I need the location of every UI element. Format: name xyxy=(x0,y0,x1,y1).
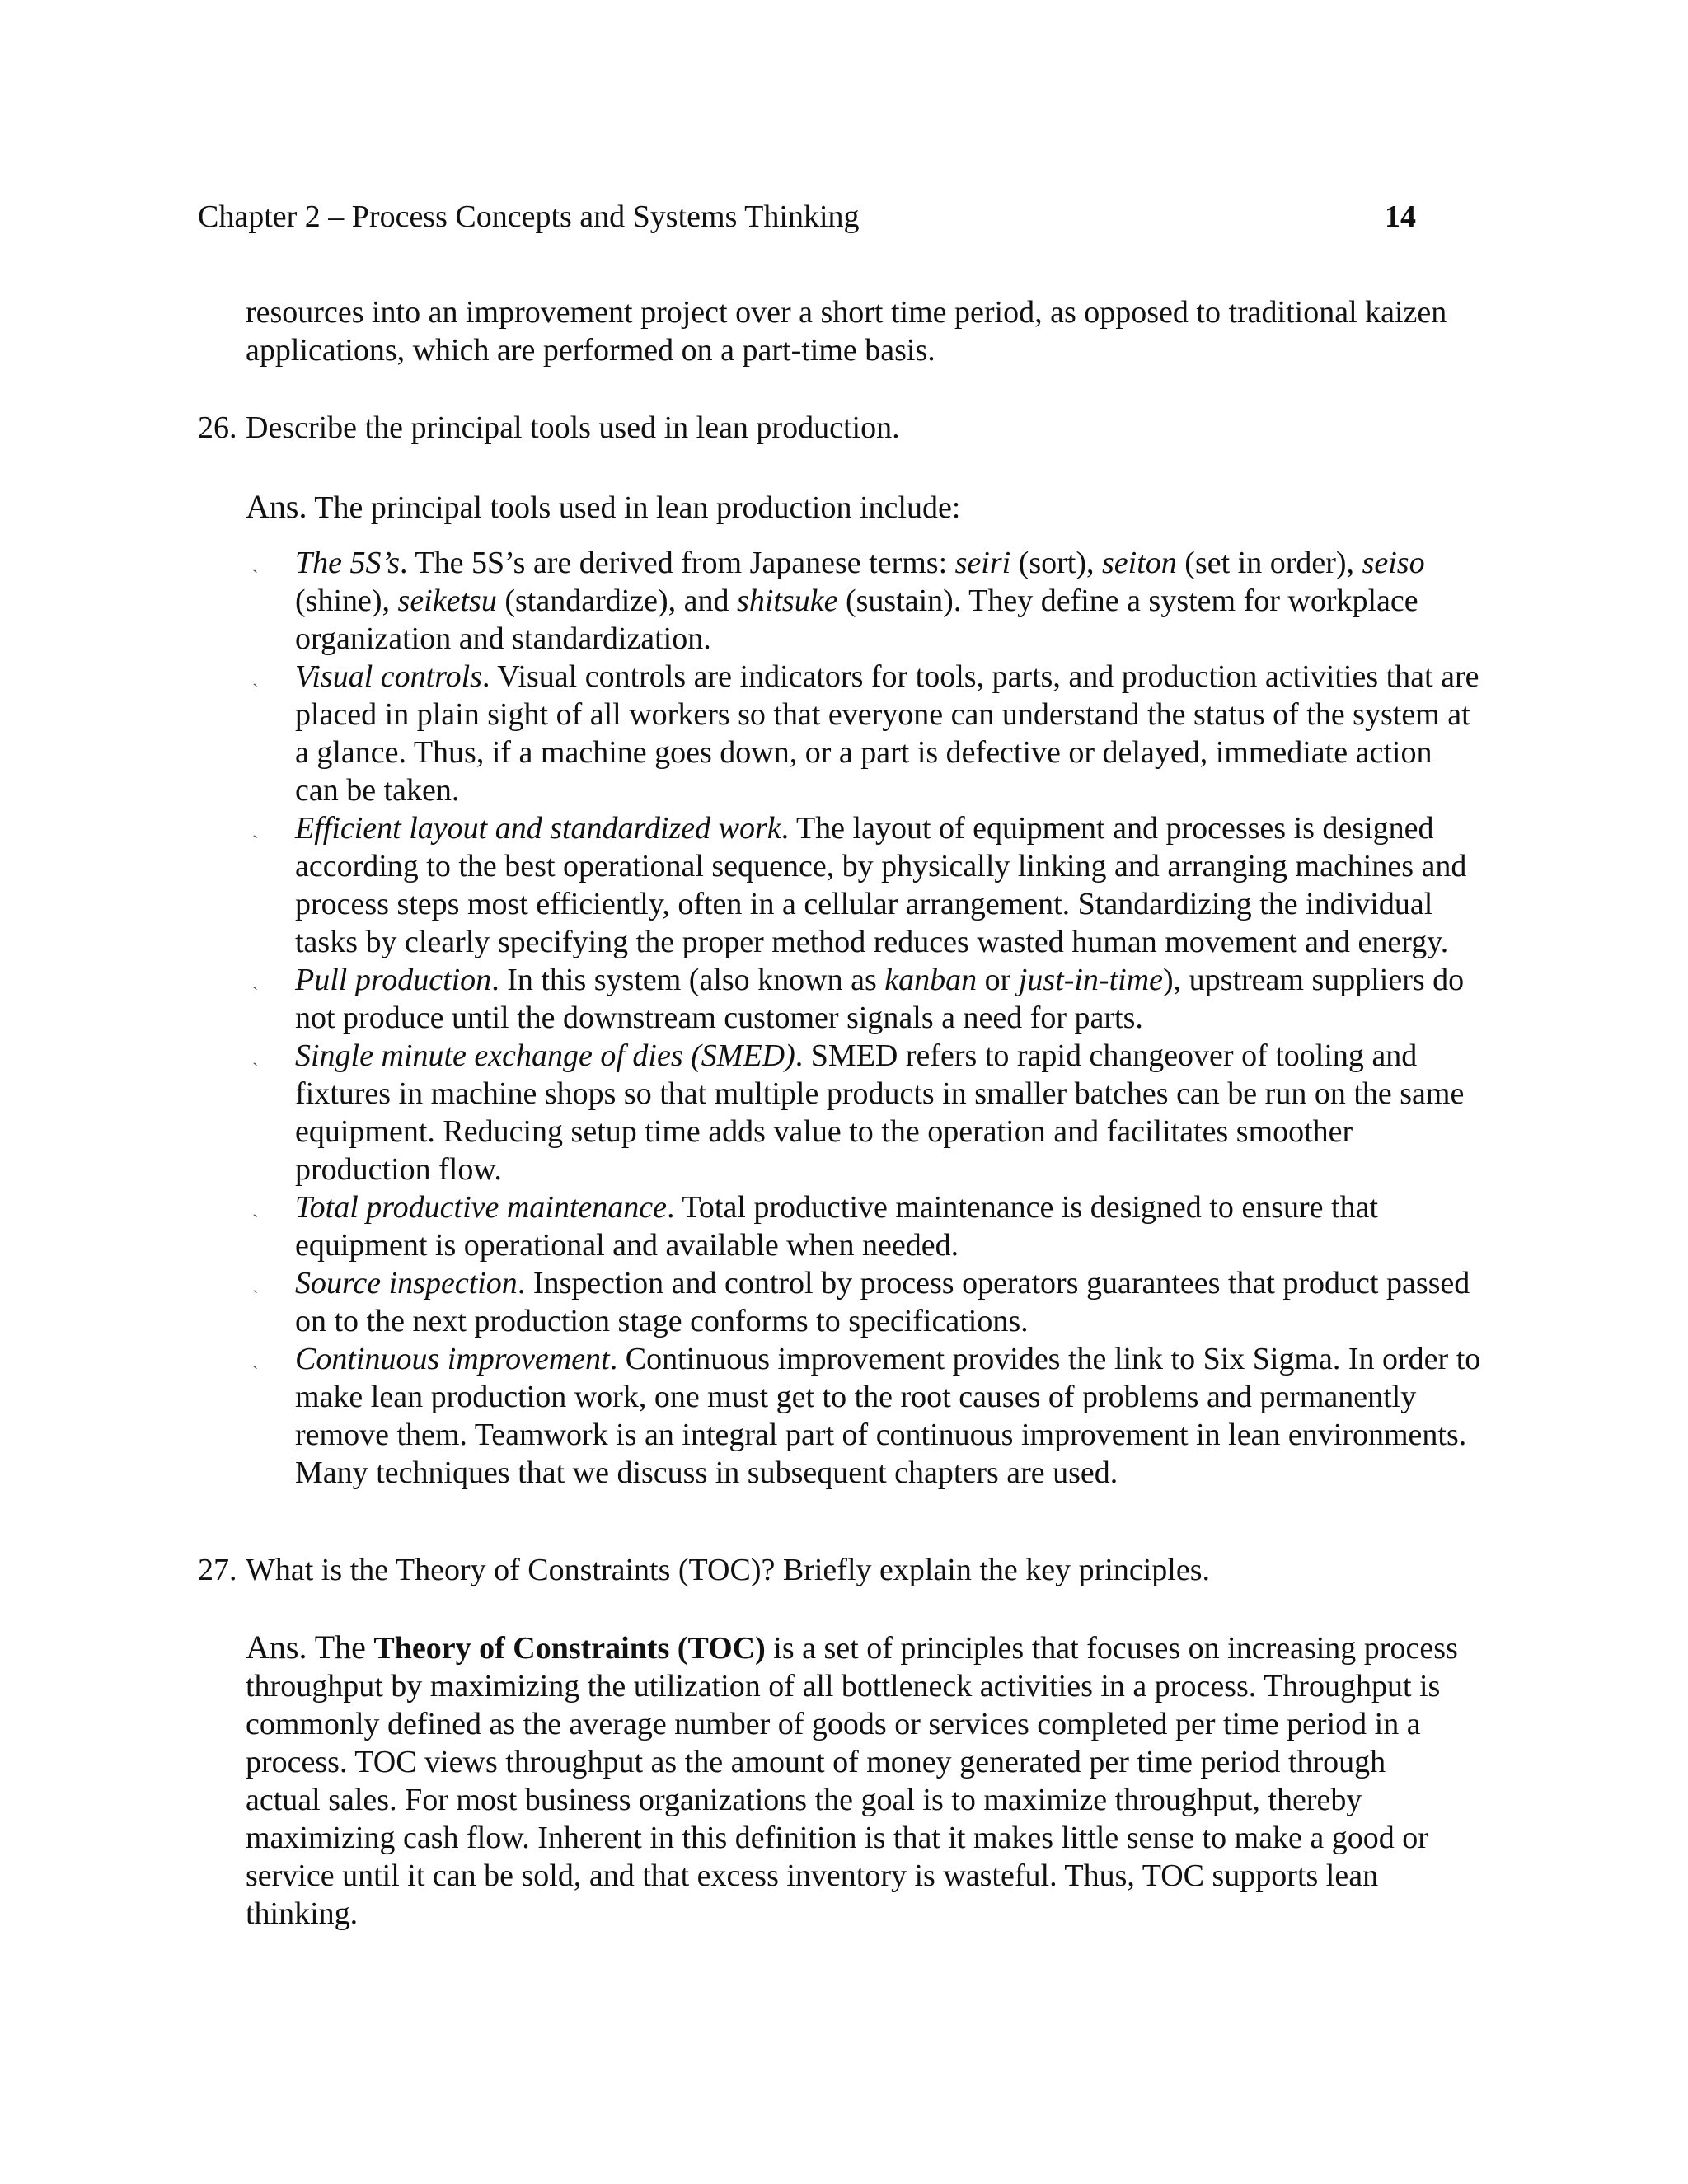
page-number: 14 xyxy=(1385,199,1416,234)
question-number: 27. xyxy=(198,1553,237,1587)
question-27 xyxy=(198,1551,1467,1589)
bullet-text: or xyxy=(977,963,1019,997)
chapter-title: Chapter 2 – Process Concepts and Systems Thinking xyxy=(198,199,860,234)
bullet-term: Total productive maintenance xyxy=(295,1190,668,1225)
bullet-text: . In this system (also known as xyxy=(491,963,885,997)
continuation-paragraph xyxy=(246,293,1465,369)
bullet-icon: ˏ xyxy=(252,1348,259,1369)
bullet-text: (shine), xyxy=(295,583,398,618)
bullet-term: Efficient layout and standardized work xyxy=(295,811,781,846)
question-text: What is the Theory of Constraints (TOC)? Briefly explain the key principles. xyxy=(246,1553,1210,1587)
bullet-term: Source inspection xyxy=(295,1266,518,1301)
bullet-term: Pull production xyxy=(295,963,492,997)
lean-tools-list xyxy=(246,544,1482,1492)
italic-term: just-in-time xyxy=(1018,963,1163,997)
bullet-text: ), upstream suppliers do not produce until the downstream customer signals a need for parts. xyxy=(295,963,1465,1035)
bullet-term: Continuous improvement xyxy=(295,1342,610,1376)
italic-term: seiri xyxy=(954,546,1011,580)
answer-bold-term: Theory of Constraints (TOC) xyxy=(373,1631,766,1666)
list-item xyxy=(246,961,1482,1037)
bullet-icon: ˏ xyxy=(252,1045,259,1066)
question-number: 26. xyxy=(198,410,237,445)
page-header xyxy=(198,196,1416,237)
bullet-icon: ˏ xyxy=(252,818,259,838)
answer-27 xyxy=(246,1629,1465,1933)
bullet-term: Visual controls xyxy=(295,659,482,694)
continuation-text: resources into an improvement project over a short time period, as opposed to traditional kaizen applications, which are performed on a part-time basis. xyxy=(246,295,1447,368)
bullet-icon: ˏ xyxy=(252,552,259,573)
list-item xyxy=(246,1037,1482,1188)
answer-text: is a set of principles that focuses on increasing process throughput by maximizing the utilization of all bottleneck activities in a process. Throughput is commonly defined as the average number of goods or services completed per time period in a process. TOC views throughput as the amount of money generated per time period through actual sales. For most business organizations the goal is to maximize throughput, thereby maximizing cash flow. Inherent in this definition is that it makes little sense to make a good or service until it can be sold, and that excess inventory is wasteful. Thus, TOC supports lean thinking. xyxy=(246,1631,1458,1931)
list-item xyxy=(246,1340,1482,1492)
question-text: Describe the principal tools used in lean production. xyxy=(246,410,900,445)
bullet-text: (standardize), and xyxy=(496,583,738,618)
bullet-text: . The layout of equipment and processes is designed according to the best operational sequence, by physically linking and arranging machines and process steps most efficiently, often in a cellular arrangement. Standardizing the individual tasks by clearly specifying the proper method reduces wasted human movement and energy. xyxy=(295,811,1467,959)
italic-term: seiso xyxy=(1362,546,1425,580)
bullet-term: The 5S’s xyxy=(295,546,401,580)
list-item xyxy=(246,1264,1482,1340)
bullet-text: . Inspection and control by process operators guarantees that product passed on to the next production stage conforms to specifications. xyxy=(295,1266,1470,1338)
italic-term: shitsuke xyxy=(737,583,838,618)
bullet-text: (sort), xyxy=(1010,546,1103,580)
question-26 xyxy=(198,409,1467,447)
bullet-text: (sustain). They define a system for workplace organization and standardization. xyxy=(295,583,1418,656)
list-item xyxy=(246,544,1482,658)
list-item xyxy=(246,658,1482,809)
bullet-text: . Continuous improvement provides the link to Six Sigma. In order to make lean production work, one must get to the root causes of problems and permanently remove them. Teamwork is an integral part of continuous improvement in lean environments. Many techniques that we discuss in subsequent chapters are used. xyxy=(295,1342,1481,1490)
bullet-icon: ˏ xyxy=(252,1272,259,1293)
list-item xyxy=(246,1188,1482,1264)
answer-prefix: Ans. xyxy=(246,488,307,525)
list-item xyxy=(246,809,1482,961)
italic-term: seiton xyxy=(1102,546,1177,580)
answer-intro-text: The principal tools used in lean production include: xyxy=(314,490,961,525)
italic-term: seiketsu xyxy=(397,583,497,618)
bullet-icon: ˏ xyxy=(252,1197,259,1217)
bullet-text: . Total productive maintenance is designed to ensure that equipment is operational and available when needed. xyxy=(295,1190,1379,1263)
bullet-text: (set in order), xyxy=(1176,546,1362,580)
bullet-text: . SMED refers to rapid changeover of tooling and fixtures in machine shops so that multiple products in smaller batches can be run on the same equipment. Reducing setup time adds value to the operation and facilitates smoother production flow. xyxy=(295,1038,1465,1187)
answer-26-intro xyxy=(246,488,1465,527)
bullet-icon: ˏ xyxy=(252,666,259,687)
answer-prefix: Ans. The xyxy=(246,1629,366,1666)
bullet-text: . Visual controls are indicators for tools, parts, and production activities that are placed in plain sight of all workers so that everyone can understand the status of the system at a glance. Thus, if a machine goes down, or a part is defective or delayed, immediate action can be taken. xyxy=(295,659,1479,808)
bullet-text: . The 5S’s are derived from Japanese terms: xyxy=(400,546,955,580)
italic-term: kanban xyxy=(884,963,978,997)
bullet-term: Single minute exchange of dies (SMED) xyxy=(295,1038,795,1073)
bullet-icon: ˏ xyxy=(252,969,259,990)
